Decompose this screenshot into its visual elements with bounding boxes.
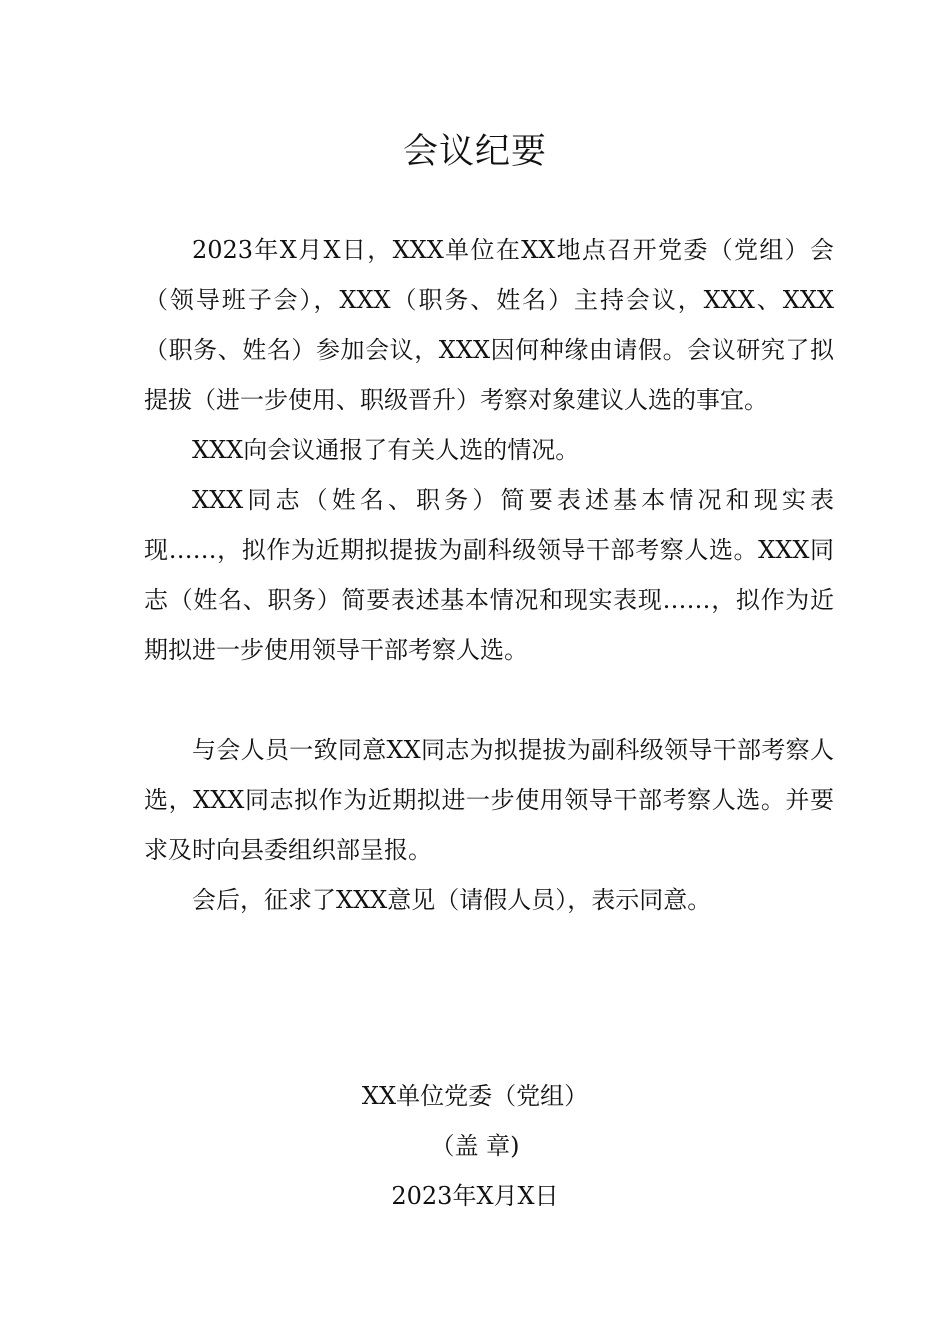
- paragraph-briefing: XXX向会议通报了有关人选的情况。: [192, 436, 580, 464]
- paragraph-followup: 会后，征求了XXX意见（请假人员），表示同意。: [192, 886, 712, 914]
- document-body: [144, 225, 834, 925]
- paragraph-gap: [144, 675, 834, 725]
- signature-date: 2023年X月X日: [391, 1182, 559, 1210]
- signature-org: XX单位党委（党组）: [361, 1082, 589, 1110]
- signature-seal: （盖 章): [430, 1132, 520, 1160]
- paragraph-decision: 与会人员一致同意XX同志为拟提拔为副科级领导干部考察人选，XXX同志拟作为近期拟进一步使用领导干部考察人选。并要求及时向县委组织部呈报。: [144, 736, 834, 864]
- paragraph-meeting-info: 2023年X月X日，XXX单位在XX地点召开党委（党组）会（领导班子会），XXX（职务、姓名）主持会议，XXX、XXX（职务、姓名）参加会议，XXX因何种缘由请假。会议研究了拟提拔（进一步使用、职级晋升）考察对象建议人选的事宜。: [144, 236, 834, 414]
- paragraph-candidates: XXX同志（姓名、职务）简要表述基本情况和现实表现……，拟作为近期拟提拔为副科级领导干部考察人选。XXX同志（姓名、职务）简要表述基本情况和现实表现……，拟作为近期拟进一步使用领导干部考察人选。: [144, 486, 834, 664]
- signature-block: [0, 1071, 950, 1221]
- document-title: 会议纪要: [402, 132, 547, 172]
